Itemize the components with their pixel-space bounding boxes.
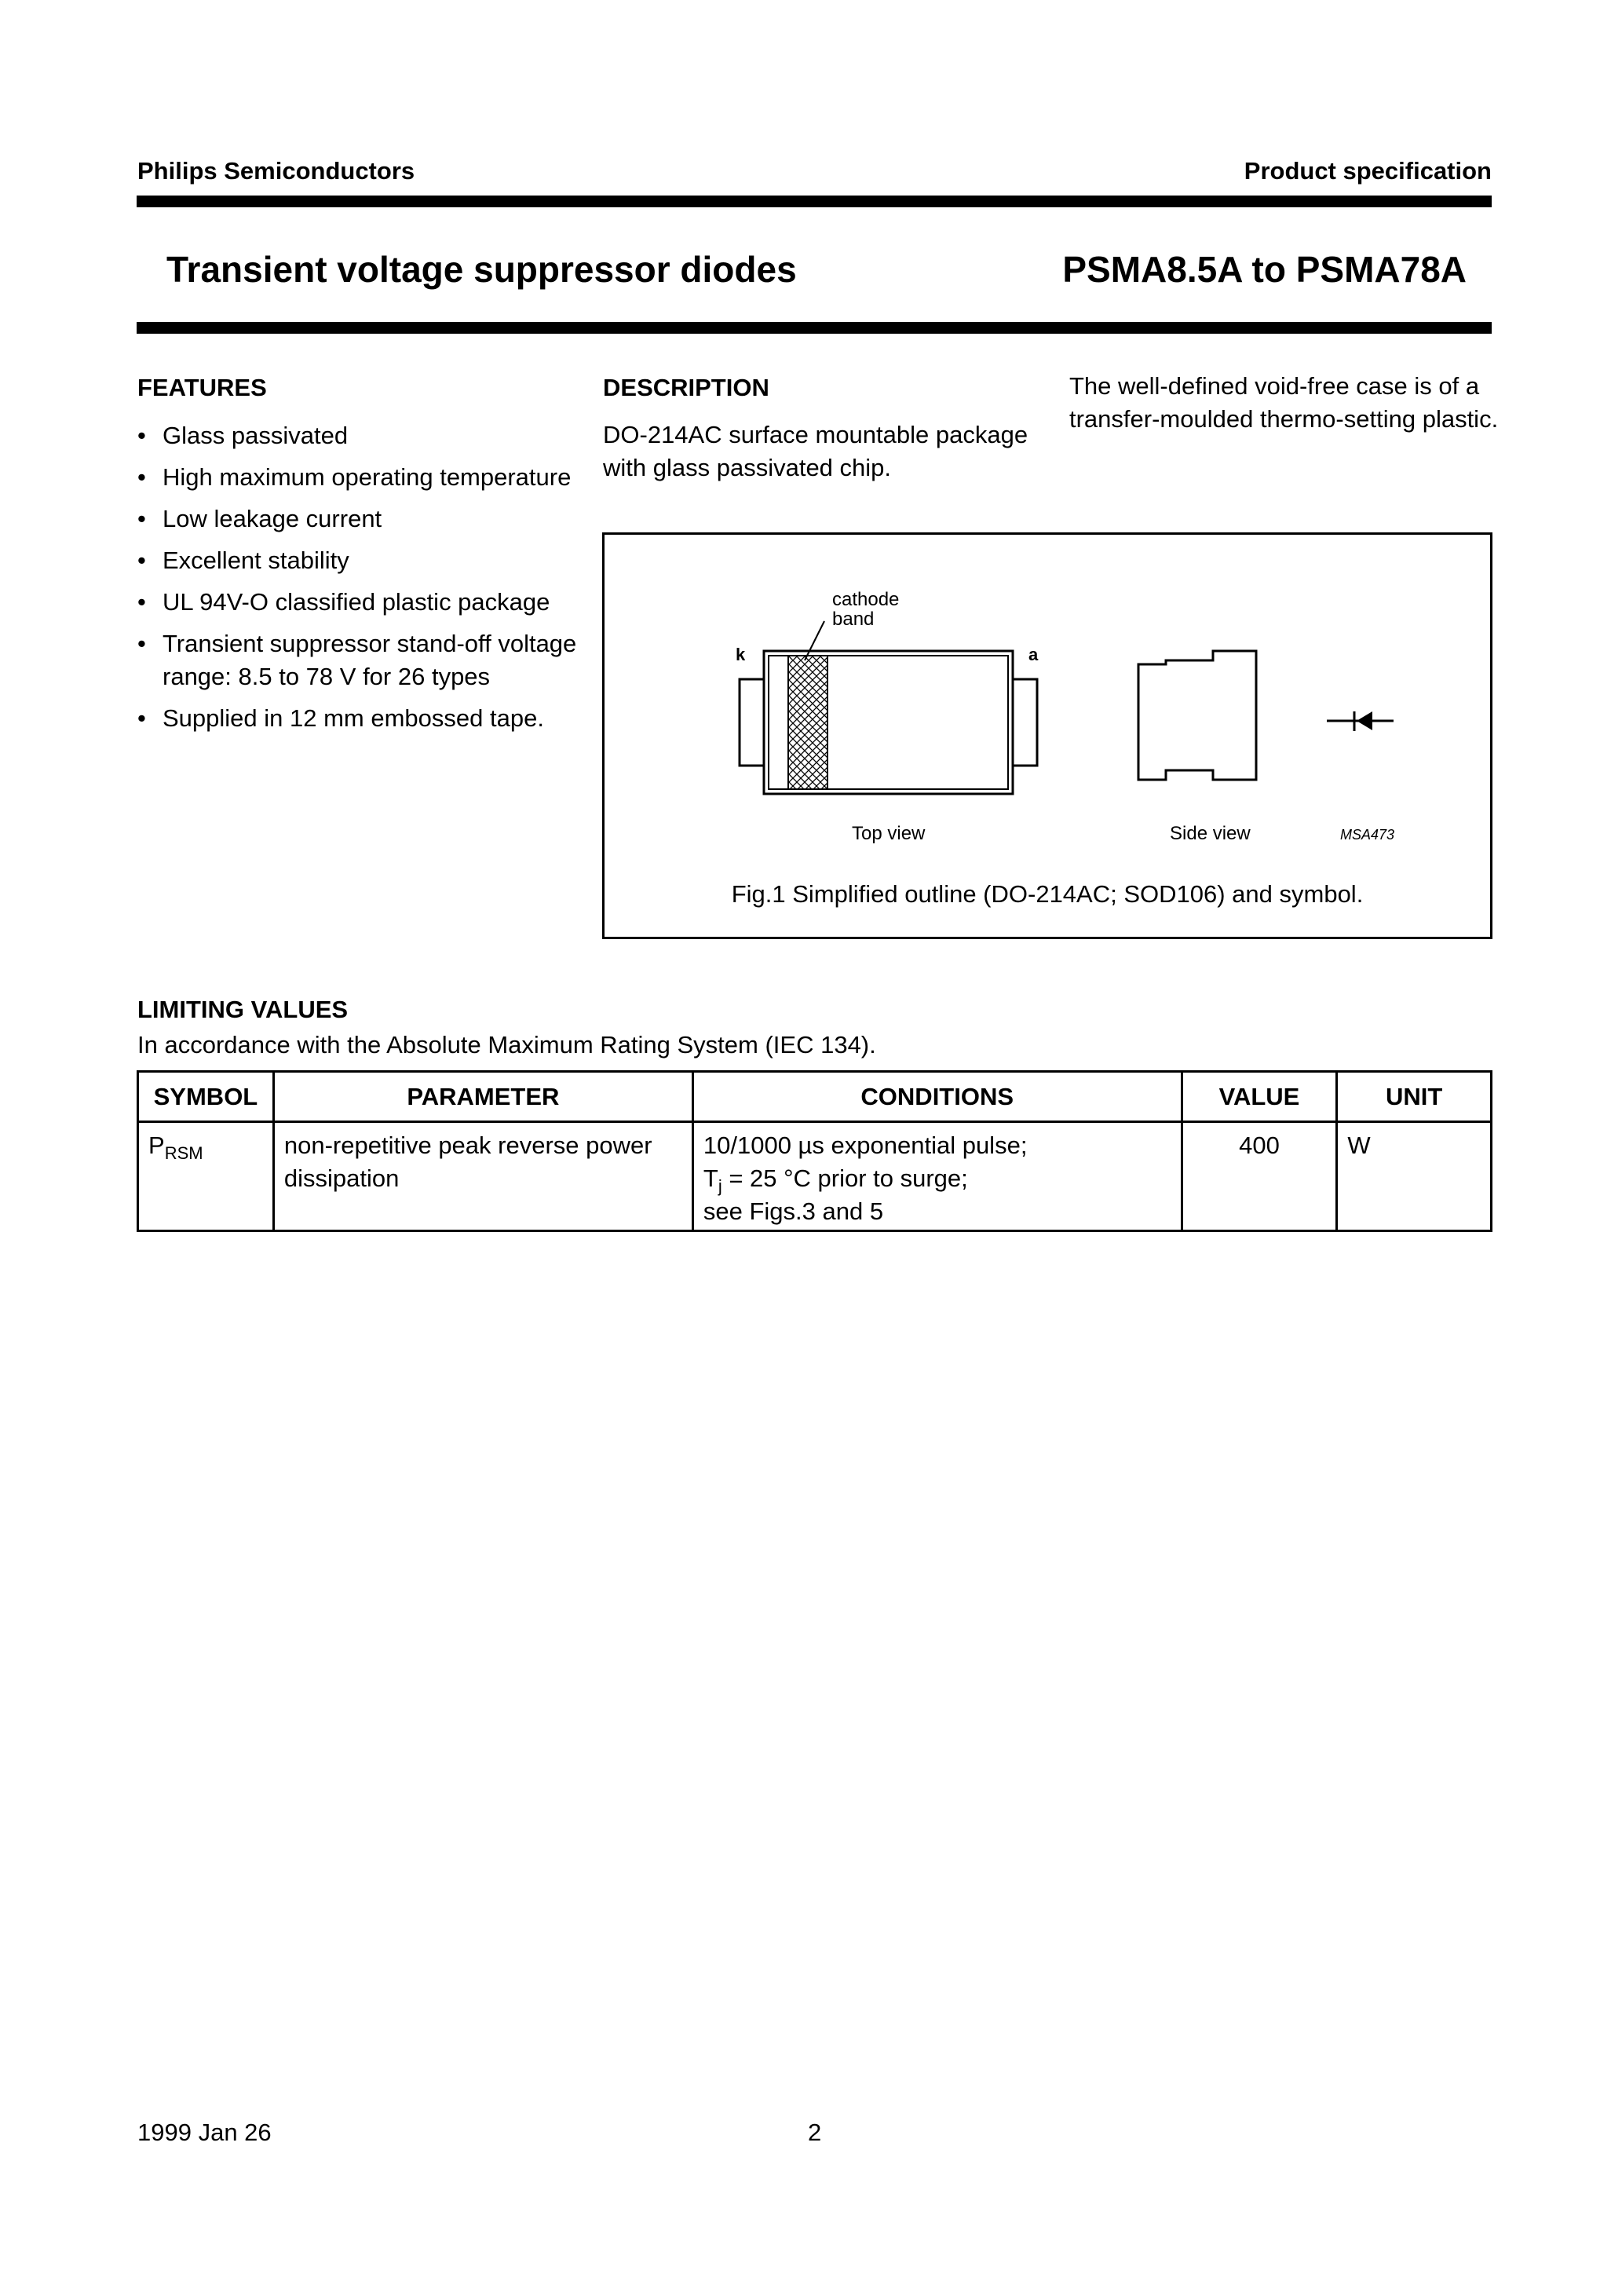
side-view-body: [1138, 651, 1256, 780]
label-top-view: Top view: [852, 823, 926, 844]
top-rule: [137, 196, 1492, 207]
list-item: • High maximum operating temperature: [137, 461, 577, 494]
condition-line: see Figs.3 and 5: [703, 1197, 884, 1225]
col-unit: UNIT: [1337, 1072, 1492, 1122]
cell-value: 400: [1182, 1122, 1337, 1231]
bullet: •: [137, 422, 146, 449]
features-heading: FEATURES: [137, 374, 267, 401]
condition-line: $T_j = 25$ °C prior to surge;: [703, 1164, 968, 1196]
table-row: [138, 1122, 1492, 1231]
list-item: • UL 94V-O classified plastic package: [137, 586, 577, 619]
col-value: VALUE: [1182, 1072, 1337, 1122]
part-range: PSMA8.5A to PSMA78A: [1062, 249, 1467, 290]
limiting-values-intro: In accordance with the Absolute Maximum Rating System (IEC 134).: [137, 1031, 876, 1058]
bullet: •: [137, 588, 146, 616]
col-symbol: SYMBOL: [138, 1072, 274, 1122]
limiting-values-heading: LIMITING VALUES: [137, 996, 349, 1023]
left-terminal: [740, 679, 764, 766]
bullet: •: [137, 630, 146, 657]
description-text: DO-214AC surface mountable package with glass passivated chip.: [603, 421, 1028, 481]
label-side-view: Side view: [1170, 823, 1251, 844]
label-k: k: [736, 645, 746, 664]
header-company: Philips Semiconductors: [137, 157, 415, 185]
cell-symbol: $P_{RSM}$: [138, 1122, 274, 1231]
label-cathode: cathode: [832, 589, 900, 610]
cell-parameter: non-repetitive peak reverse power dissipation: [273, 1122, 692, 1231]
cathode-band: [788, 656, 827, 789]
features-list: [137, 419, 577, 744]
list-item: • Low leakage current: [137, 503, 577, 536]
description-heading: DESCRIPTION: [603, 374, 769, 401]
title-rule: [137, 322, 1492, 334]
header-doc-type: Product specification: [1244, 157, 1492, 185]
diode-triangle: [1357, 711, 1372, 730]
page-number: 2: [808, 2119, 822, 2146]
description-text-2: The well-defined void-free case is of a transfer-moulded thermo-setting plastic.: [1069, 372, 1499, 433]
cell-unit: W: [1337, 1122, 1492, 1231]
limiting-values-table: [137, 1070, 1492, 1232]
cathode-leader-line: [805, 621, 824, 660]
footer-date: 1999 Jan 26: [137, 2119, 272, 2146]
bullet: •: [137, 547, 146, 574]
condition-line: 10/1000 µs exponential pulse;: [703, 1132, 1028, 1159]
package-outline-drawing: [605, 535, 1490, 872]
cell-conditions: [692, 1122, 1182, 1231]
table-header-row: [138, 1072, 1492, 1122]
label-a: a: [1028, 645, 1039, 664]
right-terminal: [1013, 679, 1037, 766]
figure-box: [602, 532, 1492, 939]
bullet: •: [137, 463, 146, 491]
bullet: •: [137, 505, 146, 532]
list-item: • Transient suppressor stand-off voltage range: 8.5 to 78 V for 26 types: [137, 627, 577, 693]
figure-caption: Fig.1 Simplified outline (DO-214AC; SOD106) and symbol.: [731, 880, 1364, 908]
figure-code: MSA473: [1340, 827, 1395, 843]
col-parameter: PARAMETER: [273, 1072, 692, 1122]
list-item: • Supplied in 12 mm embossed tape.: [137, 702, 577, 735]
label-band: band: [832, 609, 875, 630]
list-item: • Glass passivated: [137, 419, 577, 452]
list-item: • Excellent stability: [137, 544, 577, 577]
document-title: Transient voltage suppressor diodes: [166, 249, 797, 290]
col-conditions: CONDITIONS: [692, 1072, 1182, 1122]
bullet: •: [137, 704, 146, 732]
